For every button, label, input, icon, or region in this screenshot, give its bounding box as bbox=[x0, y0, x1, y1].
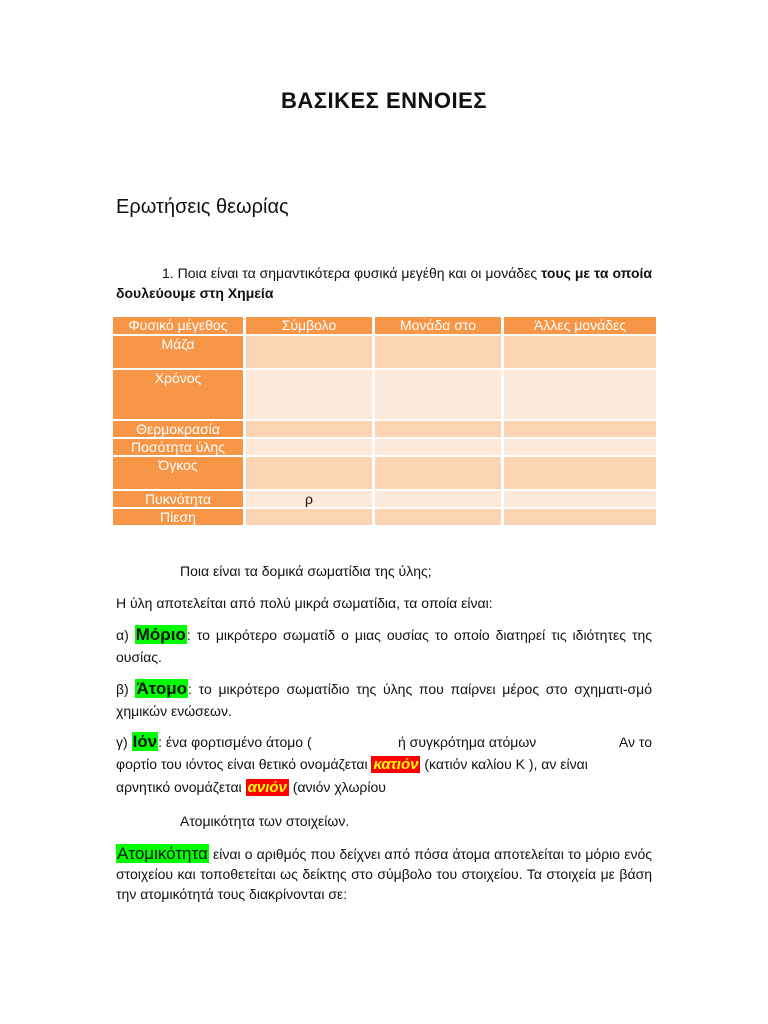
page-title: ΒΑΣΙΚΕΣ ΕΝΝΟΙΕΣ bbox=[280, 88, 487, 113]
atom-text: : το μικρότερο σωματίδιο της ύλης που παίρνει μέρος στο σχηματι-σμό χημικών ενώσεων. bbox=[116, 681, 653, 719]
ion-part6: αρνητικό ονομάζεται bbox=[116, 779, 242, 795]
header-unit: Μονάδα στο bbox=[375, 317, 501, 334]
row-other bbox=[504, 421, 656, 437]
header-quantity: Φυσικό μέγεθος bbox=[113, 317, 243, 334]
row-unit bbox=[375, 439, 501, 455]
row-name: Μάζα bbox=[113, 336, 243, 368]
atom-prefix: β) bbox=[116, 681, 129, 697]
table-row bbox=[113, 491, 656, 507]
row-other bbox=[504, 457, 656, 489]
row-symbol bbox=[246, 370, 372, 419]
row-unit bbox=[375, 457, 501, 489]
row-symbol bbox=[246, 457, 372, 489]
row-name: Πυκνότητα bbox=[113, 491, 243, 507]
atomicity-heading: Ατομικότητα των στοιχείων. bbox=[180, 813, 350, 829]
question-number: 1. bbox=[162, 265, 174, 281]
molecule-term: Μόριο bbox=[135, 625, 186, 644]
table-row bbox=[113, 421, 656, 437]
atomicity-text: είναι ο αριθμός που δείχνει από πόσα άτομα αποτελείται το μόριο ενός στοιχείου και τοποθετείται ως δείκτης στο σύμβολο του στοιχείου. Τα στοιχεία με βάση την ατομικότητά τους διακρίνονται σε: bbox=[116, 846, 652, 902]
row-symbol: ρ bbox=[246, 491, 372, 507]
question-text: Ποια είναι τα σημαντικότερα φυσικά μεγέθη και οι μονάδες bbox=[177, 265, 538, 281]
quantities-table bbox=[110, 315, 659, 527]
row-symbol bbox=[246, 421, 372, 437]
row-other bbox=[504, 491, 656, 507]
table-row bbox=[113, 457, 656, 489]
table-row bbox=[113, 439, 656, 455]
atom-definition bbox=[116, 678, 652, 722]
ion-part5: (κατιόν καλίου Κ ), αν είναι bbox=[424, 756, 588, 772]
question-bold-text: τους με τα οποία δουλεύουμε στη Χημεία bbox=[116, 265, 653, 301]
row-unit bbox=[375, 370, 501, 419]
row-unit bbox=[375, 421, 501, 437]
molecule-text: : το μικρότερο σωματίδ ο μιας ουσίας το οποίο διατηρεί τις ιδιότητες της ουσίας. bbox=[116, 627, 653, 665]
ion-line-2 bbox=[116, 753, 652, 776]
ion-term: Ιόν bbox=[132, 732, 158, 751]
ion-part2: ή συγκρότημα ατόμων bbox=[398, 734, 537, 750]
ion-prefix: γ) bbox=[116, 734, 128, 750]
table-row bbox=[113, 509, 656, 525]
table-header-row bbox=[113, 317, 656, 334]
row-unit bbox=[375, 491, 501, 507]
ion-part3: Αν το bbox=[618, 734, 652, 750]
row-other bbox=[504, 336, 656, 368]
row-symbol bbox=[246, 439, 372, 455]
row-symbol bbox=[246, 336, 372, 368]
ion-definition bbox=[116, 731, 652, 799]
ion-part4: φορτίο του ιόντος είναι θετικό ονομάζεται bbox=[116, 756, 368, 772]
ion-line-1 bbox=[116, 731, 652, 753]
table-row bbox=[113, 370, 656, 419]
molecule-definition bbox=[116, 624, 652, 668]
header-other-units: Άλλες μονάδες bbox=[504, 317, 656, 334]
row-other bbox=[504, 509, 656, 525]
row-name: Πίεση bbox=[113, 509, 243, 525]
row-name: Θερμοκρασία bbox=[113, 421, 243, 437]
row-unit bbox=[375, 336, 501, 368]
table-row bbox=[113, 336, 656, 368]
question-2: Ποια είναι τα δομικά σωματίδια της ύλης; bbox=[180, 563, 432, 579]
molecule-prefix: α) bbox=[116, 627, 129, 643]
row-symbol bbox=[246, 509, 372, 525]
anion-term: ανιόν bbox=[247, 779, 287, 796]
row-other bbox=[504, 370, 656, 419]
ion-part7: (ανιόν χλωρίου bbox=[292, 779, 386, 795]
header-symbol: Σύμβολο bbox=[246, 317, 372, 334]
matter-intro: Η ύλη αποτελείται από πολύ μικρά σωματίδια, τα οποία είναι: bbox=[116, 595, 493, 611]
row-name: Χρόνος bbox=[113, 370, 243, 419]
ion-part1: : ένα φορτισμένο άτομο ( bbox=[158, 734, 312, 750]
atomicity-term: Ατομικότητα bbox=[117, 844, 208, 863]
atom-term: Άτομο bbox=[136, 679, 188, 698]
row-name: Όγκος bbox=[113, 457, 243, 489]
row-name: Ποσότητα ύλης bbox=[113, 439, 243, 455]
row-unit bbox=[375, 509, 501, 525]
section-subtitle: Ερωτήσεις θεωρίας bbox=[116, 196, 289, 218]
question-1 bbox=[116, 263, 652, 303]
row-other bbox=[504, 439, 656, 455]
cation-term: κατιόν bbox=[373, 756, 419, 773]
atomicity-definition bbox=[116, 844, 652, 904]
ion-line-3 bbox=[116, 776, 652, 799]
